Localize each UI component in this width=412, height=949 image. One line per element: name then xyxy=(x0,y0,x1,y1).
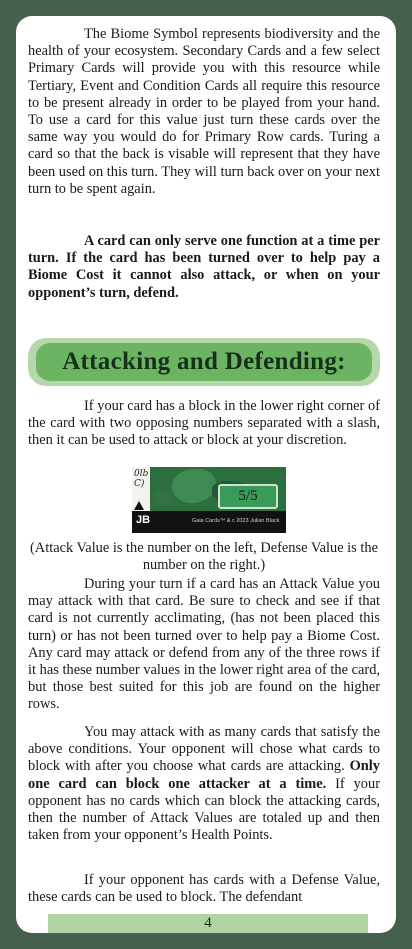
attack-text-start: You may attack with as many cards that satisfy the above conditions. Your opponent will chose what cards to block with after you choose what cards are attacking. xyxy=(28,724,380,775)
card-example-image xyxy=(132,467,286,533)
attack-text-end: If your opponent has no cards which can block the attacking cards, then the number of Attack Values are totaled up and then taken from your opponent’s Health Points. xyxy=(28,775,380,844)
page-footer xyxy=(48,914,368,933)
section-banner-inner xyxy=(36,343,372,381)
card-credit-line: Gaia Cards™ & c 2023 Julian Black xyxy=(192,518,280,524)
map-landmass-shape xyxy=(154,489,174,505)
block-paragraph: If your card has a block in the lower right corner of the card with two opposing numbers separated with a slash, then it can be used to attack or block at your discretion. xyxy=(28,398,380,449)
section-banner xyxy=(28,338,380,386)
card-caption: (Attack Value is the number on the left, Defense Value is the number on the right.) xyxy=(30,540,378,574)
card-stat-block: 5/5 xyxy=(218,484,278,509)
attack-paragraph xyxy=(28,724,380,844)
card-artist-initials: JB xyxy=(136,514,151,526)
card-left-strip xyxy=(132,467,150,511)
rule-bold-text: A card can only serve one function at a time per turn. If the card has been turned over to help pay a Biome Cost it cannot also attack, or when on your opponent’s turn, defend. xyxy=(28,233,380,301)
attack-text-bold: Only one card can block one attacker at a time. xyxy=(28,758,380,792)
rule-paragraph xyxy=(28,233,380,302)
card-corner-text: 0lb C) xyxy=(134,469,149,489)
page-number: 4 xyxy=(204,915,212,931)
section-title: Attacking and Defending: xyxy=(62,348,346,375)
intro-paragraph: The Biome Symbol represents biodiversity and the health of your ecosystem. Secondary Cards and a few select Primary Cards will provide you with this resource while Tertiary, Event and Condition Cards all require this resource to be present already in order to be played from your hand. To use a card for this value just turn these cards over the same way you would do for Primary Row cards. Turing a card so that the back is visable will represent that they have been used on this turn. They will turn back over on your next turn to be spent again. xyxy=(28,26,380,197)
during-turn-paragraph: During your turn if a card has an Attack Value you may attack with that card. Be sure to check and see if that card is not currently acclimating, (has not been placed this turn) or has not been turned over to help pay a Biome Cost. Any card may attack or defend from any of the three rows if it has these number values in the lower right area of the card, but those best suited for this job are found on the higher rows. xyxy=(28,576,380,713)
map-landmass-shape xyxy=(172,469,216,503)
triangle-icon xyxy=(134,501,144,510)
defense-paragraph: If your opponent has cards with a Defense Value, these cards can be used to block. The defendant xyxy=(28,872,380,906)
